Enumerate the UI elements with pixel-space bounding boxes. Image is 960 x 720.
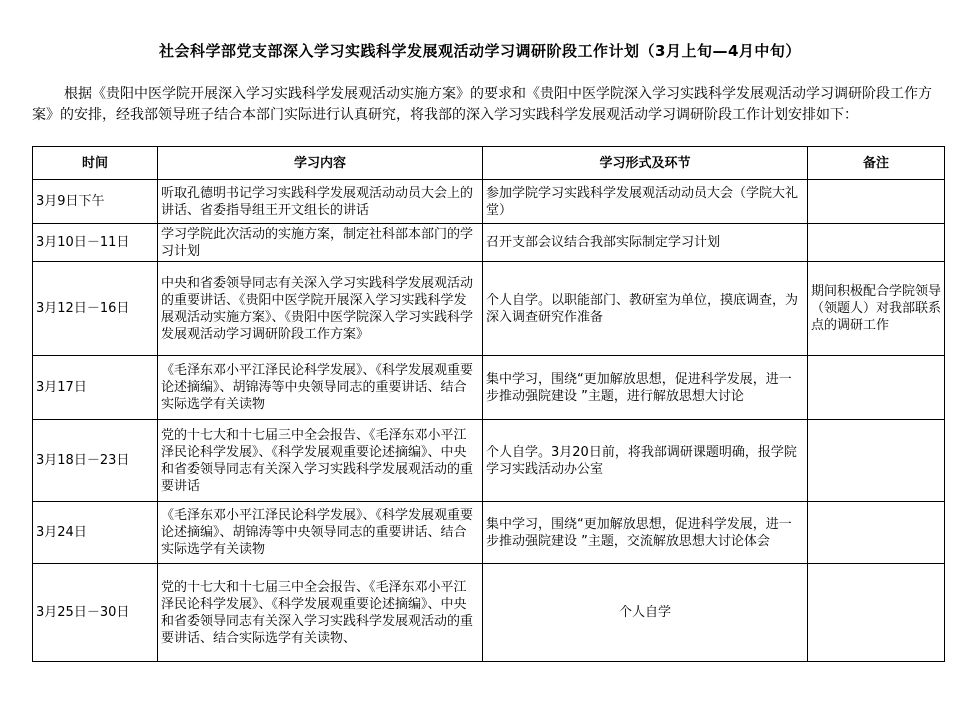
table-row <box>33 262 945 356</box>
document-title: 社会科学部党支部深入学习实践科学发展观活动学习调研阶段工作计划（3月上旬—4月中旬） <box>159 42 801 60</box>
header-time: 时间 <box>33 147 158 180</box>
form-cell: 个人自学 <box>483 564 808 662</box>
header-content: 学习内容 <box>158 147 483 180</box>
content-cell: 《毛泽东邓小平江泽民论科学发展》、《科学发展观重要论述摘编》、胡锦涛等中央领导同志的重要讲话、结合实际选学有关读物 <box>158 356 483 420</box>
time-cell: 3月17日 <box>33 356 158 420</box>
table-header-row <box>33 147 945 180</box>
time-cell: 3月18日－23日 <box>33 420 158 502</box>
time-cell: 3月24日 <box>33 502 158 564</box>
form-cell: 个人自学。以职能部门、教研室为单位，摸底调查，为深入调查研究作准备 <box>483 262 808 356</box>
note-cell <box>808 420 945 502</box>
content-cell: 中央和省委领导同志有关深入学习实践科学发展观活动的重要讲话、《贵阳中医学院开展深入学习实践科学发展观活动实施方案》、《贵阳中医学院深入学习实践科学发展观活动学习调研阶段工作方案》 <box>158 262 483 356</box>
table-row <box>33 564 945 662</box>
table-row <box>33 420 945 502</box>
content-cell: 《毛泽东邓小平江泽民论科学发展》、《科学发展观重要论述摘编》、胡锦涛等中央领导同志的重要讲话、结合实际选学有关读物 <box>158 502 483 564</box>
content-cell: 学习学院此次活动的实施方案，制定社科部本部门的学习计划 <box>158 224 483 262</box>
table-row <box>33 356 945 420</box>
note-cell <box>808 564 945 662</box>
note-cell <box>808 224 945 262</box>
header-form: 学习形式及环节 <box>483 147 808 180</box>
form-cell: 召开支部会议结合我部实际制定学习计划 <box>483 224 808 262</box>
note-cell <box>808 356 945 420</box>
time-cell: 3月10日－11日 <box>33 224 158 262</box>
plan-table <box>32 146 945 662</box>
header-note: 备注 <box>808 147 945 180</box>
content-cell: 党的十七大和十七届三中全会报告、《毛泽东邓小平江泽民论科学发展》、《科学发展观重要论述摘编》、中央和省委领导同志有关深入学习实践科学发展观活动的重要讲话 <box>158 420 483 502</box>
content-cell: 党的十七大和十七届三中全会报告、《毛泽东邓小平江泽民论科学发展》、《科学发展观重要论述摘编》、中央和省委领导同志有关深入学习实践科学发展观活动的重要讲话、结合实际选学有关读物、 <box>158 564 483 662</box>
intro-paragraph: 根据《贵阳中医学院开展深入学习实践科学发展观活动实施方案》的要求和《贵阳中医学院深入学习实践科学发展观活动学习调研阶段工作方案》的安排，经我部领导班子结合本部门实际进行认真研究，将我部的深入学习实践科学发展观活动学习调研阶段工作计划安排如下： <box>32 86 932 123</box>
table-row <box>33 502 945 564</box>
time-cell: 3月25日－30日 <box>33 564 158 662</box>
content-cell: 听取孔德明书记学习实践科学发展观活动动员大会上的讲话、省委指导组王开文组长的讲话 <box>158 180 483 224</box>
time-cell: 3月12日－16日 <box>33 262 158 356</box>
note-cell <box>808 502 945 564</box>
form-cell: 个人自学。3月20日前，将我部调研课题明确，报学院学习实践活动办公室 <box>483 420 808 502</box>
table-row <box>33 224 945 262</box>
table-row <box>33 180 945 224</box>
time-cell: 3月9日下午 <box>33 180 158 224</box>
note-cell: 期间积极配合学院领导（领题人）对我部联系点的调研工作 <box>808 262 945 356</box>
form-cell: 集中学习，围绕“更加解放思想，促进科学发展，进一步推动强院建设 ”主题，交流解放思想大讨论体会 <box>483 502 808 564</box>
form-cell: 集中学习，围绕“更加解放思想，促进科学发展，进一步推动强院建设 ”主题，进行解放思想大讨论 <box>483 356 808 420</box>
form-cell: 参加学院学习实践科学发展观活动动员大会（学院大礼堂） <box>483 180 808 224</box>
note-cell <box>808 180 945 224</box>
